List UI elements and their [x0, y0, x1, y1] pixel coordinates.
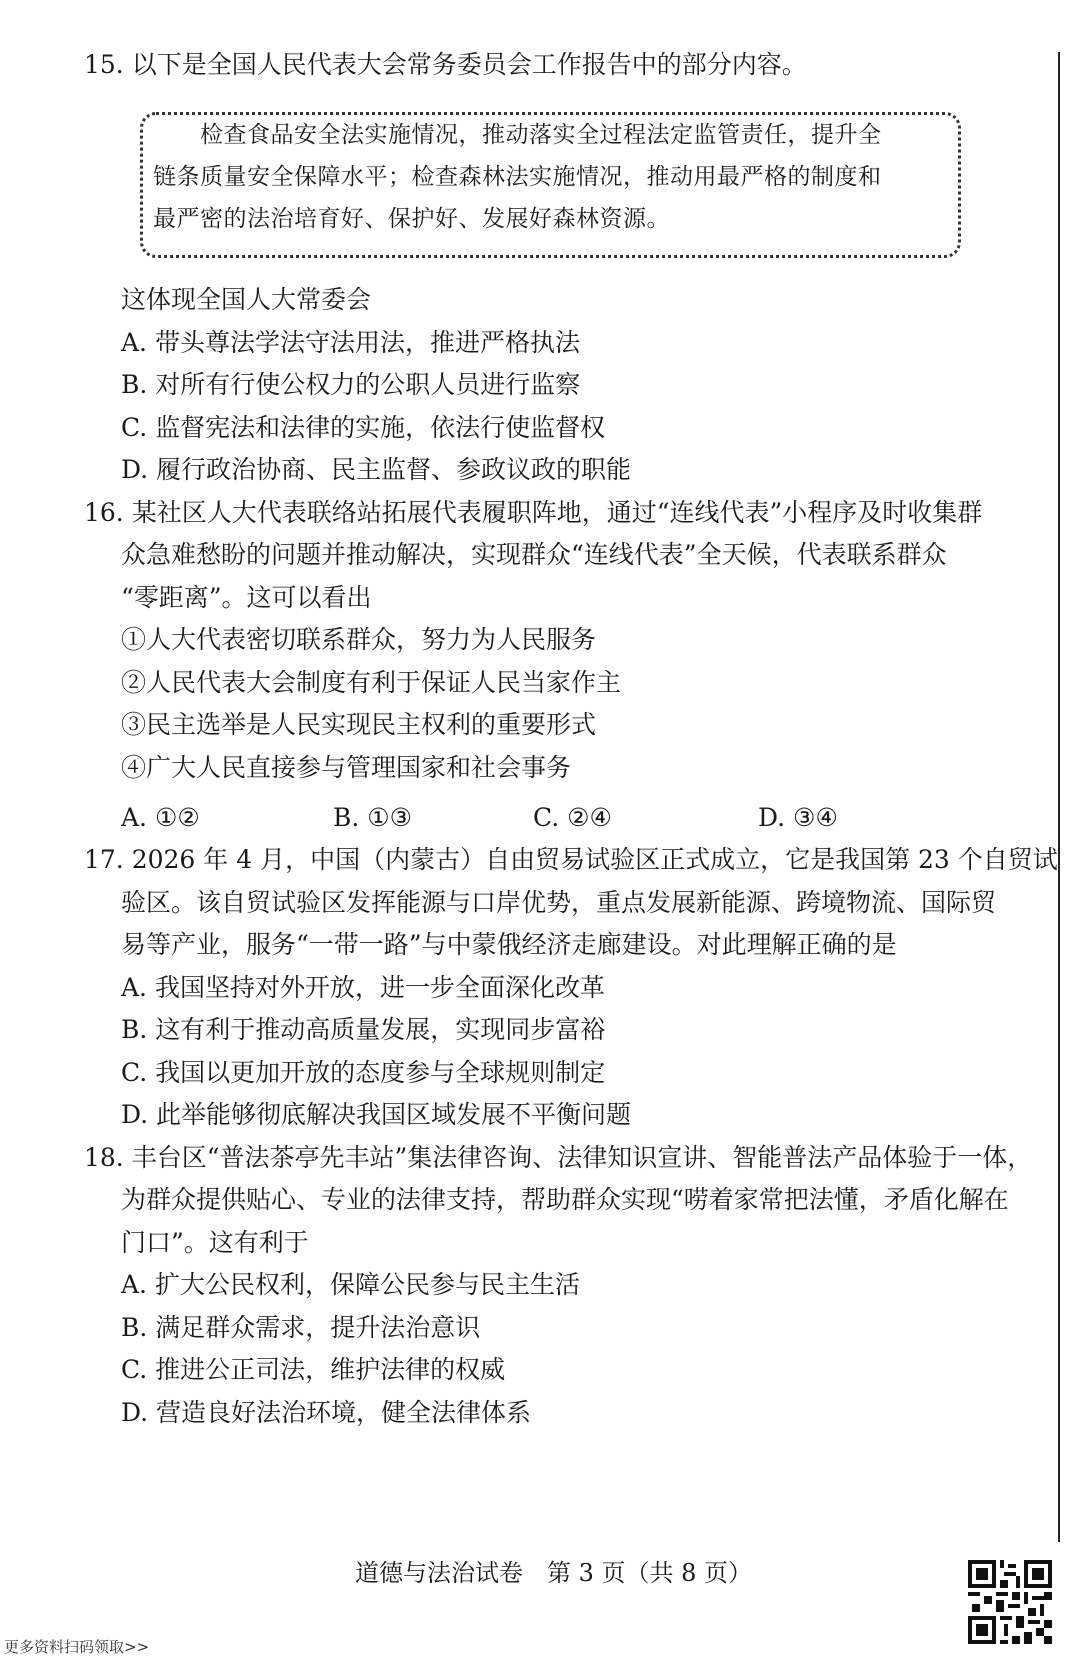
- q18-option-d: D. 营造良好法治环境，健全法律体系: [121, 1398, 532, 1427]
- q17-option-d: D. 此举能够彻底解决我国区域发展不平衡问题: [121, 1100, 632, 1129]
- q15-stem: 15. 以下是全国人民代表大会常务委员会工作报告中的部分内容。: [84, 50, 807, 79]
- q15-option-c: C. 监督宪法和法律的实施，依法行使监督权: [121, 413, 606, 442]
- q15-option-b: B. 对所有行使公权力的公职人员进行监察: [121, 370, 581, 399]
- q17-stem-line-2: 验区。该自贸试验区发挥能源与口岸优势，重点发展新能源、跨境物流、国际贸: [121, 888, 997, 917]
- q16-option-a: A. ①②: [121, 803, 200, 832]
- q18-option-c: C. 推进公正司法，维护法律的权威: [121, 1355, 506, 1384]
- q15-option-d: D. 履行政治协商、民主监督、参政议政的职能: [121, 455, 632, 484]
- q18-option-b: B. 满足群众需求，提升法治意识: [121, 1313, 481, 1342]
- q16-option-d: D. ③④: [758, 803, 838, 832]
- page-footer: 道德与法治试卷 第 3 页（共 8 页）: [355, 1559, 753, 1587]
- q18-stem-line-3: 门口”。这有利于: [121, 1228, 309, 1257]
- q16-statement-2: ②人民代表大会制度有利于保证人民当家作主: [121, 668, 622, 697]
- q18-stem-line-2: 为群众提供贴心、专业的法律支持，帮助群众实现“唠着家常把法懂，矛盾化解在: [121, 1185, 1009, 1214]
- right-margin-rule: [1058, 52, 1060, 1542]
- q15-box-line-1: 检查食品安全法实施情况，推动落实全过程法定监管责任，提升全: [200, 122, 882, 148]
- q17-option-a: A. 我国坚持对外开放，进一步全面深化改革: [121, 973, 605, 1002]
- q17-option-b: B. 这有利于推动高质量发展，实现同步富裕: [121, 1015, 606, 1044]
- q17-stem-line-1: 17. 2026 年 4 月，中国（内蒙古）自由贸易试验区正式成立，它是我国第 23 个自贸试: [84, 845, 1058, 874]
- q15-lead: 这体现全国人大常委会: [121, 285, 372, 314]
- q16-statement-4: ④广大人民直接参与管理国家和社会事务: [121, 753, 572, 782]
- q17-option-c: C. 我国以更加开放的态度参与全球规则制定: [121, 1058, 606, 1087]
- q18-option-a: A. 扩大公民权利，保障公民参与民主生活: [121, 1270, 580, 1299]
- q15-box-line-2: 链条质量安全保障水平；检查森林法实施情况，推动用最严格的制度和: [153, 164, 882, 190]
- q16-stem-line-3: “零距离”。这可以看出: [121, 583, 372, 612]
- q18-stem-line-1: 18. 丰台区“普法茶亭先丰站”集法律咨询、法律知识宣讲、智能普法产品体验于一体，: [84, 1143, 1033, 1172]
- q16-option-c: C. ②④: [533, 803, 612, 832]
- qr-code-icon[interactable]: [968, 1560, 1052, 1644]
- q16-stem-line-2: 众急难愁盼的问题并推动解决，实现群众“连线代表”全天候，代表联系群众: [121, 540, 947, 569]
- scan-prompt-text[interactable]: 更多资料扫码领取>>: [4, 1638, 150, 1656]
- q17-stem-line-3: 易等产业，服务“一带一路”与中蒙俄经济走廊建设。对此理解正确的是: [121, 930, 897, 959]
- q16-option-b: B. ①③: [333, 803, 413, 832]
- q15-option-a: A. 带头尊法学法守法用法，推进严格执法: [121, 328, 580, 357]
- q16-statement-3: ③民主选举是人民实现民主权利的重要形式: [121, 710, 597, 739]
- q15-box-line-3: 最严密的法治培育好、保护好、发展好森林资源。: [153, 206, 670, 232]
- q16-stem-line-1: 16. 某社区人大代表联络站拓展代表履职阵地，通过“连线代表”小程序及时收集群: [84, 498, 983, 527]
- q16-statement-1: ①人大代表密切联系群众，努力为人民服务: [121, 625, 597, 654]
